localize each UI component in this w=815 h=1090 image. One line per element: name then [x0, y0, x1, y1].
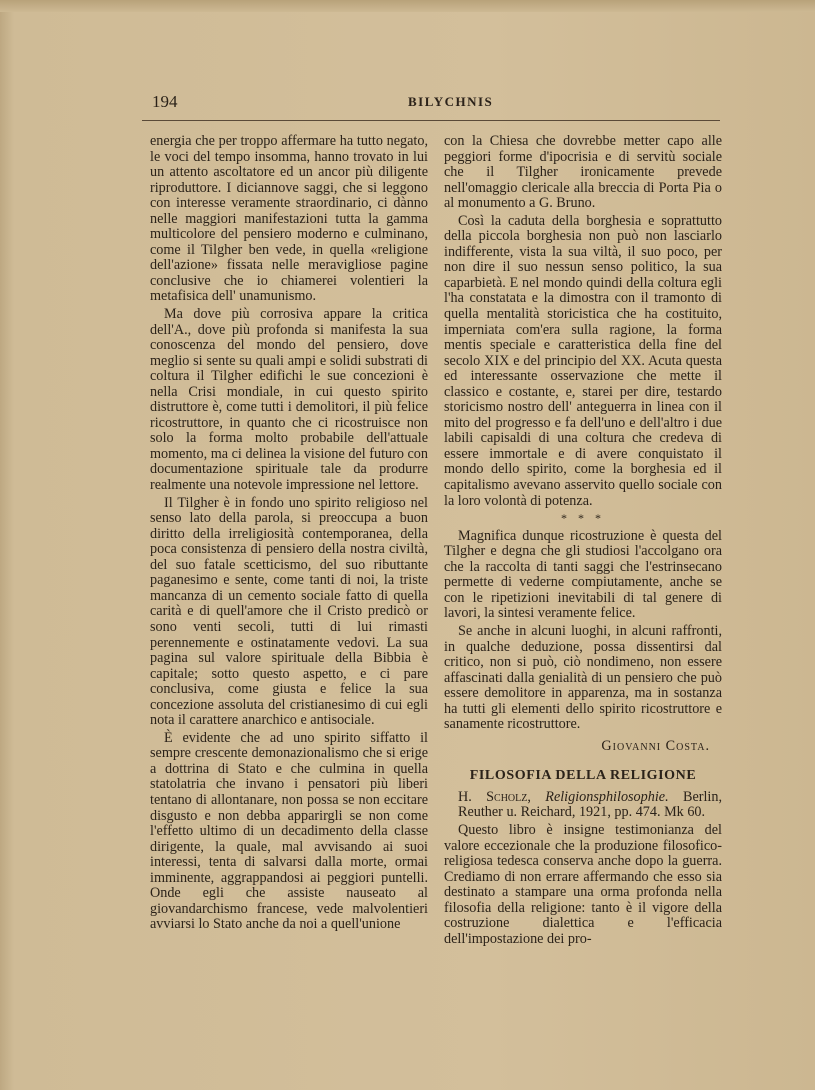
paragraph: Questo libro è insigne testimonianza del valore eccezionale che la produzione filosofico-religiosa tedesca conserva anche dopo la guerra. Crediamo di non errare affermando che esso sia destinato a stampare una orma profonda nella filosofia della religione: tanto è il vigore della costruzione dialettica e l'efficacia dell'impostazione dei pro-	[444, 821, 722, 947]
paragraph: Magnifica dunque ricostruzione è questa del Tilgher e degna che gli studiosi l'accolgano ora che la raccolta di tanti saggi che l'estrinsecano permette di vederne compiutamente, anche se con le ripetizioni inevitabili di tal genere di lavori, la sintesi veramente felice.	[444, 527, 722, 622]
author-signature: Giovanni Costa.	[601, 737, 710, 754]
section-separator: * * *	[561, 511, 605, 526]
biblio-author: H. Scholz,	[458, 788, 531, 805]
header-rule	[142, 120, 720, 121]
running-head: BILYCHNIS	[408, 94, 494, 109]
section-title: FILOSOFIA DELLA RELIGIONE	[469, 768, 697, 784]
paragraph: con la Chiesa che dovrebbe metter capo alle peggiori forme d'ipocrisia e di servitù sociale che il Tilgher ironicamente prevede nell'omaggio clericale alla breccia di Porta Pia o al monumento a G. Bruno.	[444, 133, 722, 212]
page-header	[140, 92, 720, 114]
page-number: 194	[152, 92, 178, 111]
right-column	[444, 134, 722, 947]
page-top-edge	[0, 0, 815, 12]
paragraph: Se anche in alcuni luoghi, in alcuni raffronti, in qualche deduzione, possa dissentirsi dal critico, non si può, ciò nondimeno, non essere affascinati dalla genialità di un pensiero che può essere demolitore in apparenza, ma in sostanza ha tutti gli elementi dello spirito ricostruttore e sanamente ricostruttore.	[444, 622, 722, 733]
paragraph: Ma dove più corrosiva appare la critica dell'A., dove più profonda si manifesta la sua conoscenza del mondo del pensiero, dove meglio si sente su quali ampi e solidi substrati di coltura il Tilgher edifichi le sue concezioni è nella Crisi mondiale, in cui questo spirito distruttore è, come tutti i demolitori, il più felice ricostruttore, in quanto che ci ricostruisce non solo la forma molto probabile dell'attuale momento, ma ci delinea la visione del futuro con documentazione spirituale tale da produrre realmente una notevole impressione nel lettore.	[150, 306, 428, 494]
paragraph: Così la caduta della borghesia e soprattutto della piccola borghesia non può non lasciarlo indifferente, vista la sua viltà, il suo poco, per non dire il suo nessun senso politico, la sua caparbietà. E nel mondo quindi della coltura egli l'ha constatata e la dimostra con il tramonto di quella mentalità storicistica che ha costituito, imperniata com'era sulla ragione, la forma mentis speciale e caratteristica della fine del secolo XIX e del principio del XX. Acuta questa ed interessante osservazione che mette il classico e costante, e, starei per dire, testardo storicismo nostro dell' anteguerra in linea con il mito del progresso e fa dell'uno e dell'altro i due labili capisaldi di una coltura che credeva di essere immortale e di avere conquistato il mondo dello spirito, come la borghesia ed il capitalismo avevano asservito quello sociale con la loro volontà di potenza.	[444, 212, 722, 509]
biblio-title: Religionsphilosophie.	[545, 788, 669, 805]
biblio-details: Berlin, Reuther u. Reichard, 1921, pp. 474. Mk 60.	[458, 788, 723, 821]
left-column	[150, 134, 428, 933]
paragraph: È evidente che ad uno spirito siffatto il sempre crescente demonazionalismo che si erige a dottrina di Stato e che culmina in quella statolatria che invano i pensatori più liberi tentano di allontanare, non possa se non eccitare disgusto e non debba apparirgli se non come l'effetto ultimo di un decadimento della classe dirigente, la quale, mal avvisando ai suoi interessi, tenta di salvarsi dalla morte, ormai imminente, aggrappandosi ai peggiori puntelli. Onde egli che assiste nauseato al giovandarchismo francese, vede malvolentieri avviarsi lo Stato anche da noi a quell'unione	[150, 729, 428, 933]
paragraph: Il Tilgher è in fondo uno spirito religioso nel senso lato della parola, si preoccupa a buon diritto della irreligiosità contemporanea, della poca consistenza di pensiero della nostra civiltà, del suo fatale scetticismo, del suo ributtante paganesimo e sente, come tanti di noi, la triste mancanza di un cemento sociale fatto di quella carità e di quell'amore che il Cristo predicò or sono venti secoli, tutti di lui rimasti perennemente e ostinatamente vedovi. La sua pagina sul valore spirituale della Bibbia è capitale; sotto questo aspetto, e ci pare conclusiva, come giusta e felice la sua concezione assoluta del cristianesimo di cui egli nota il carattere anarchico e antisociale.	[150, 494, 428, 729]
bibliographic-entry	[444, 790, 722, 821]
paragraph: energia che per troppo affermare ha tutto negato, le voci del tempo insomma, hanno trovato in lui un attento ascoltatore ed un ancor più diligente riproduttore. I diciannove saggi, che si leggono con interesse veramente straordinario, ci dànno nelle maggiori manifestazioni tutta la gamma multicolore del pensiero moderno e culminano, come il Tilgher ben vede, in quella «religione dell'azione» fissata nelle meravigliose pagine conclusive che io chiamerei volentieri la metafisica dell' unamunismo.	[150, 133, 428, 305]
